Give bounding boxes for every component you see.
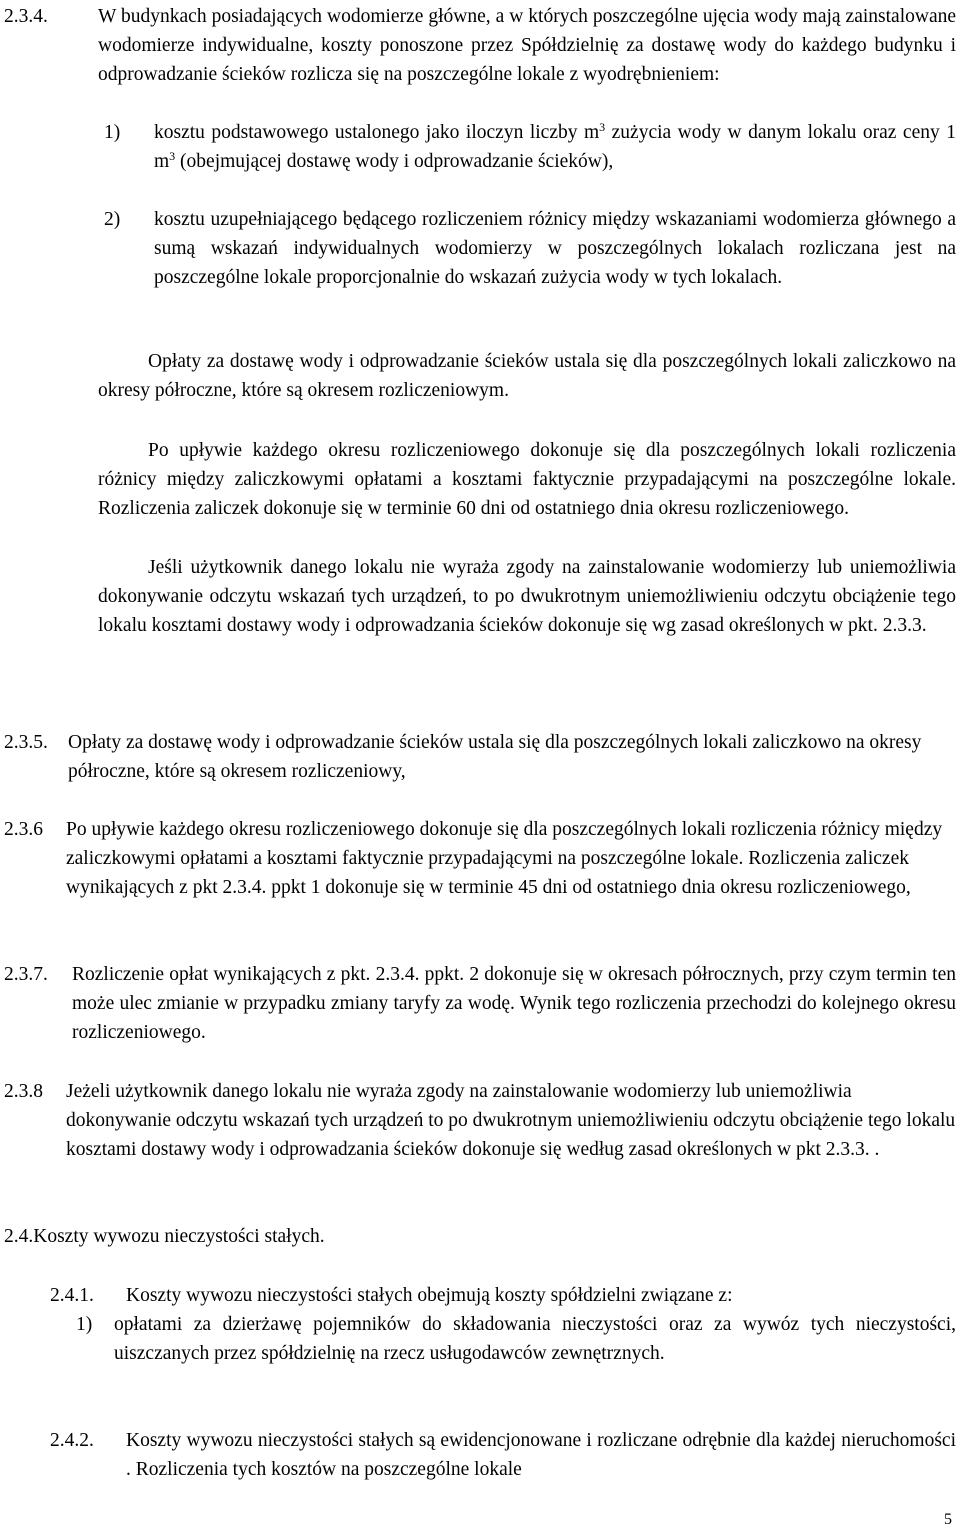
paragraph-jesli: Jeśli użytkownik danego lokalu nie wyraża zgody na zainstalowanie wodomierzy lub uniemożliwia dokonywanie odczytu wskazań tych urządzeń, to po dwukrotnym uniemożliwieniu odczytu obciążenie tego lokalu kosztami dostawy wody i odprowadzania ścieków dokonuje się wg zasad określonych w pkt. 2.3.3. bbox=[98, 557, 956, 636]
section-number-2-3-4: 2.3.4. bbox=[4, 6, 48, 27]
section-number-2-3-7: 2.3.7. bbox=[4, 964, 48, 985]
list-marker: 2) bbox=[104, 209, 121, 230]
section-number-2-4-2: 2.4.2. bbox=[50, 1430, 94, 1451]
section-2-4-1-text: Koszty wywozu nieczystości stałych obejmują koszty spółdzielni związane z: bbox=[126, 1285, 733, 1306]
list-marker: 1) bbox=[104, 122, 121, 143]
section-number-2-3-6: 2.3.6 bbox=[4, 819, 43, 840]
section-heading-2-4: 2.4.Koszty wywozu nieczystości stałych. bbox=[4, 1226, 325, 1247]
section-2-3-8-text: Jeżeli użytkownik danego lokalu nie wyraża zgody na zainstalowanie wodomierzy lub uniemożliwia dokonywanie odczytu wskazań tych urządzeń to po dwukrotnym uniemożliwieniu odczytu obciążenie tego lokalu kosztami dostawy wody i odprowadzania ścieków dokonuje się według zasad określonych w pkt 2.3.3. . bbox=[66, 1081, 956, 1160]
paragraph-oplaty: Opłaty za dostawę wody i odprowadzanie ścieków ustala się dla poszczególnych lokali zaliczkowo na okresy półroczne, które są okresem rozliczeniowym. bbox=[98, 351, 956, 401]
section-2-3-4-item-2: kosztu uzupełniającego będącego rozliczeniem różnicy między wskazaniami wodomierza głównego a sumą wskazań indywidualnych wodomierzy w poszczególnych lokalach rozliczana jest na poszczególne lokale proporcjonalnie do wskazań zużycia wody w tych lokalach. bbox=[154, 209, 956, 288]
section-2-4-1-item-1: opłatami za dzierżawę pojemników do składowania nieczystości oraz za wywóz tych nieczystości, uiszczanych przez spółdzielnię na rzecz usługodawców zewnętrznych. bbox=[114, 1314, 956, 1364]
list-marker: 1) bbox=[76, 1314, 93, 1335]
section-number-2-3-5: 2.3.5. bbox=[4, 732, 48, 753]
item-1-part-c: (obejmującej dostawę wody i odprowadzanie ścieków), bbox=[175, 151, 614, 172]
paragraph-po-uplywie: Po upływie każdego okresu rozliczeniowego dokonuje się dla poszczególnych lokali rozliczenia różnicy między zaliczkowymi opłatami a kosztami faktycznie przypadającymi na poszczególne lokale. Rozliczenia zaliczek dokonuje się w terminie 60 dni od ostatniego dnia okresu rozliczeniowego. bbox=[98, 440, 956, 519]
superscript: 3 bbox=[599, 120, 606, 134]
section-2-3-4-item-1 bbox=[154, 118, 956, 176]
superscript: 3 bbox=[169, 149, 176, 163]
page-number: 5 bbox=[944, 1511, 952, 1528]
section-number-2-3-8: 2.3.8 bbox=[4, 1081, 43, 1102]
item-1-part-a: kosztu podstawowego ustalonego jako iloczyn liczby m bbox=[154, 122, 600, 143]
section-2-3-6-text: Po upływie każdego okresu rozliczeniowego dokonuje się dla poszczególnych lokali rozliczenia różnicy między zaliczkowymi opłatami a kosztami faktycznie przypadającymi na poszczególne lokale. Rozliczenia zaliczek wynikających z pkt 2.3.4. ppkt 1 dokonuje się w terminie 45 dni od ostatniego dnia okresu rozliczeniowego, bbox=[66, 819, 943, 898]
section-number-2-4-1: 2.4.1. bbox=[50, 1285, 94, 1306]
section-2-3-7-text: Rozliczenie opłat wynikających z pkt. 2.3.4. ppkt. 2 dokonuje się w okresach półrocznych, przy czym termin ten może ulec zmianie w przypadku zmiany taryfy za wodę. Wynik tego rozliczenia przechodzi do kolejnego okresu rozliczeniowego. bbox=[72, 964, 956, 1043]
section-2-3-5-text: Opłaty za dostawę wody i odprowadzanie ścieków ustala się dla poszczególnych lokali zaliczkowo na okresy półroczne, które są okresem rozliczeniowy, bbox=[68, 732, 922, 782]
section-2-3-4-intro: W budynkach posiadających wodomierze główne, a w których poszczególne ujęcia wody mają zainstalowane wodomierze indywidualne, koszty ponoszone przez Spółdzielnię za dostawę wody do każdego budynku i odprowadzanie ścieków rozlicza się na poszczególne lokale z wyodrębnieniem: bbox=[98, 6, 956, 85]
section-2-4-2-text: Koszty wywozu nieczystości stałych są ewidencjonowane i rozliczane odrębnie dla każdej nieruchomości . Rozliczenia tych kosztów na poszczególne lokale bbox=[126, 1430, 956, 1480]
item-1-part-b: zużycia wody w danym lokalu oraz ceny 1 m bbox=[154, 122, 956, 172]
